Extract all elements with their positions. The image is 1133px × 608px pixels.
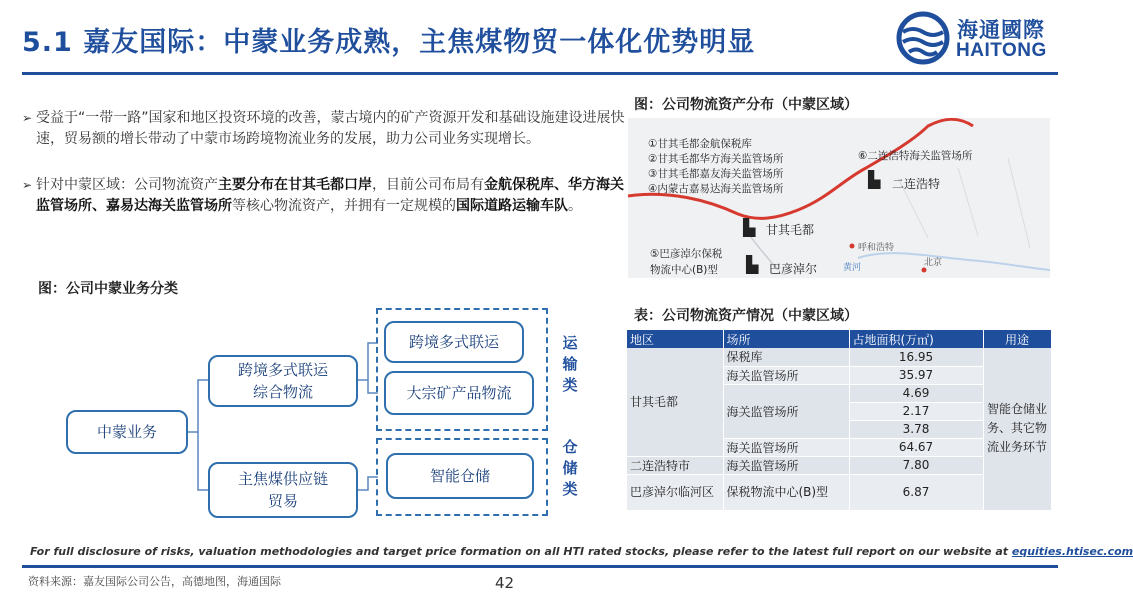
- site-cell: 海关监管场所: [723, 456, 849, 474]
- warehouse-icon: ▙: [746, 255, 759, 274]
- bullet-2-text: 。: [568, 198, 582, 214]
- footer-divider: [22, 565, 1058, 568]
- disclaimer: [30, 545, 1133, 558]
- haitong-logo-icon: [897, 12, 949, 64]
- map-list-item: ①甘其毛都金航保税库: [648, 138, 752, 150]
- area-cell: 35.97: [849, 366, 983, 384]
- table-header-cell: 场所: [723, 330, 849, 348]
- table-header-row: [627, 330, 1051, 348]
- map-label-ganqi: 甘其毛都: [766, 223, 815, 237]
- warehouse-icon: ▙: [743, 218, 756, 237]
- table-caption: 表：公司物流资产情况（中蒙区域）: [634, 308, 858, 324]
- site-cell: 海关监管场所: [723, 384, 849, 438]
- region-cell: 甘其毛都: [627, 348, 723, 456]
- logo-chinese-text: 海通國際: [957, 18, 1045, 42]
- area-cell: 7.80: [849, 456, 983, 474]
- transport-label: 运输类: [562, 334, 578, 394]
- arrow-bullet-icon: ➢: [22, 178, 33, 192]
- site-cell: 海关监管场所: [723, 438, 849, 456]
- website-link[interactable]: equities.htisec.com: [1011, 545, 1133, 558]
- map-label-bayan-a: ⑤巴彦淖尔保税: [650, 248, 723, 260]
- map-list-item: ④内蒙古嘉易达海关监管场所: [648, 183, 784, 195]
- map-location-list: [648, 137, 783, 197]
- page-number: 42: [495, 574, 515, 592]
- region-cell: 二连浩特市: [627, 456, 723, 474]
- bullet-2-text: 等核心物流资产，并拥有一定规模的: [232, 198, 456, 214]
- bullet-2-text: ，目前公司布局有: [372, 177, 484, 193]
- bullet-1-text: 受益于“一带一路”国家和地区投资环境的改善，蒙古境内的矿产资源开发和基础设施建设进展快速，贸易额的增长带动了中蒙市场跨境物流业务的发展，助力公司业务实现增长。: [36, 110, 625, 147]
- map-caption: 图：公司物流资产分布（中蒙区域）: [634, 97, 858, 113]
- bullet-2-text: 针对中蒙区域：公司物流资产: [36, 177, 218, 193]
- table-header-cell: 地区: [627, 330, 723, 348]
- area-cell: 16.95: [849, 348, 983, 366]
- warehouse-icon: ▙: [868, 170, 881, 189]
- area-cell: 3.78: [849, 420, 983, 438]
- leaf-bulk-mineral: 大宗矿产品物流: [384, 371, 534, 415]
- area-cell: 2.17: [849, 402, 983, 420]
- arrow-bullet-icon: ➢: [22, 111, 33, 125]
- mid-node-multimodal: 跨境多式联运综合物流: [208, 355, 358, 407]
- site-cell: 保税库: [723, 348, 849, 366]
- map-list-item: ③甘其毛都嘉友海关监管场所: [648, 168, 784, 180]
- map-label-6: ⑥二连浩特海关监管场所: [858, 150, 973, 162]
- disclaimer-text: For full disclosure of risks, valuation methodologies and target price formation on all HTI rated stocks, please refer to the latest full report on our website at: [30, 545, 1012, 558]
- area-cell: 64.67: [849, 438, 983, 456]
- table-header-cell: 占地面积(万㎡): [849, 330, 983, 348]
- diagram-caption: 图：公司中蒙业务分类: [38, 281, 178, 297]
- area-cell: 6.87: [849, 474, 983, 510]
- table-header-cell: 用途: [983, 330, 1051, 348]
- page-title: 5.1 嘉友国际：中蒙业务成熟，主焦煤物贸一体化优势明显: [22, 27, 756, 58]
- area-cell: 4.69: [849, 384, 983, 402]
- map-label-bayan-c: 巴彦淖尔: [769, 262, 818, 276]
- bullet-2-bold: 国际道路运输车队: [456, 198, 568, 214]
- leaf-smart-storage: 智能仓储: [386, 453, 534, 499]
- bullet-2-bold: 主要分布在甘其毛都口岸: [218, 177, 372, 193]
- map-label-river: 黄河: [843, 263, 862, 273]
- map-list-item: ②甘其毛都华方海关监管场所: [648, 153, 784, 165]
- usage-cell: 智能仓储业务、其它物流业务环节: [983, 348, 1051, 510]
- map-label-hohhot: 呼和浩特: [858, 243, 895, 253]
- map-label-beijing: 北京: [924, 258, 943, 268]
- asset-table: [627, 330, 1052, 511]
- storage-label: 仓储类: [562, 438, 578, 498]
- bullet-2-bold: 金航保税库、华方海关监管场所、嘉易达海关监管场所: [36, 177, 624, 214]
- map-label-erlian: 二连浩特: [892, 177, 941, 191]
- leaf-cross-border: 跨境多式联运: [384, 321, 524, 363]
- region-cell: 巴彦淖尔临河区: [627, 474, 723, 510]
- mid-node-coking-coal: 主焦煤供应链贸易: [208, 462, 358, 518]
- logo-english-text: HAITONG: [956, 40, 1047, 61]
- source-note: 资料来源：嘉友国际公司公告，高德地图，海通国际: [28, 575, 281, 588]
- site-cell: 保税物流中心(B)型: [723, 474, 849, 510]
- site-cell: 海关监管场所: [723, 366, 849, 384]
- root-node: 中蒙业务: [66, 410, 188, 454]
- map-label-bayan-b: 物流中心(B)型: [650, 264, 718, 276]
- table-row: [627, 348, 1051, 366]
